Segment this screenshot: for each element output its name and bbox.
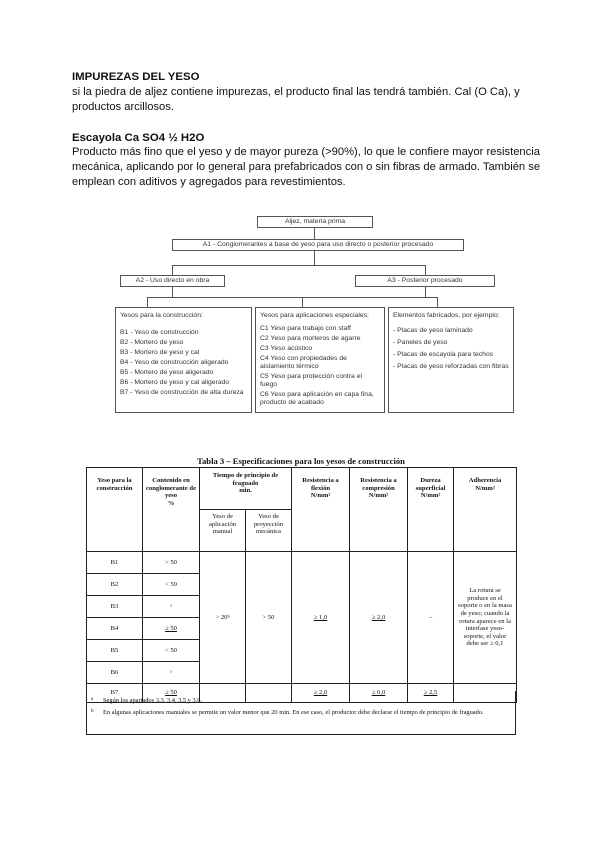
cell-contenido: > 50 [143,552,200,574]
list-item: - Placas de escayola para techos [393,351,494,358]
list-item: C3 Yeso acústico [260,345,313,352]
list-item: C1 Yeso para trabajo con staff [260,325,351,332]
cell-tipo: B5 [87,640,143,662]
diagram-a3-box: A3 - Posterior procesado [355,275,495,287]
specifications-table [86,467,517,703]
list-item: B4 - Yeso de construcción aligerado [120,359,229,366]
col-heading: Yesos para la construcción: [120,312,203,319]
header-compresion: Resistencia a compresión N/mm² [350,468,408,552]
list-item: B6 - Mortero de yeso y cal aligerado [120,379,230,386]
header-contenido: Contenido en conglomerante de yeso % [143,468,200,552]
section-title-escayola: Escayola Ca SO4 ½ H2O [72,132,205,144]
cell-contenido: ᵃ [143,662,200,684]
cell-dureza-merged: – [408,552,454,684]
table-note [91,697,511,705]
cell-contenido: < 50 [143,640,200,662]
diagram-a1-box: A1 - Conglomerantes a base de yeso para uso directo o posterior procesado [172,239,464,251]
note-text: Según los apartados 3.3, 3.4, 3.5 y 3.6. [103,697,203,704]
table-notes [86,691,516,735]
table-note [91,709,511,717]
diagram-col-fabricados [388,307,514,413]
cell-tipo: B2 [87,574,143,596]
diagram-root-box: Aljez, materia prima [257,216,373,228]
cell-compresion: ≥ 6,0 [350,684,408,703]
header-flexion: Resistencia a flexión N/mm² [292,468,350,552]
cell-mecanica-merged: > 50 [246,552,292,684]
diagram-col-especiales [255,307,385,413]
list-item: B1 - Yeso de construcción [120,329,199,336]
note-mark: a [91,697,94,702]
list-item: B5 - Mortero de yeso aligerado [120,369,214,376]
list-item: B2 - Mortero de yeso [120,339,184,346]
cell-contenido: ≥ 50 [143,684,200,703]
cell-adherencia-merged: La rotura se produce en el soporte o en la masa de yeso; cuando la rotura aparece en la interfase yeso-soporte, el valor debe ser ≥ 0,1 [454,552,517,684]
list-item: B7 - Yeso de construcción de alta dureza [120,389,244,396]
cell-dureza: ≥ 2,5 [408,684,454,703]
diagram-col-construccion [115,307,252,413]
header-tiempo: Tiempo de principio de fraguado min. [200,468,292,510]
list-item: C5 Yeso para protección contra el fuego [260,373,363,388]
list-item: C2 Yeso para morteros de agarre [260,335,361,342]
list-item: - Paneles de yeso [393,339,448,346]
cell-compresion-merged: ≥ 2,0 [350,552,408,684]
note-mark: b [91,709,94,714]
cell-tipo: B3 [87,596,143,618]
header-tipo: Yeso para la construcción [87,468,143,552]
section-body-escayola: Producto más fino que el yeso y de mayor pureza (>90%), lo que le confiere mayor resistencia mecánica, aplicando por lo general para prefabricados con o sin fibras de armado. También se emplean con aditivos y agregados para revestimientos. [72,146,541,189]
cell-manual-merged: > 20ᵇ [200,552,246,684]
list-item: C4 Yeso con propiedades de aislamiento térmico [260,355,347,370]
cell-contenido: ≥ 50 [143,618,200,640]
list-item: B3 - Mortero de yeso y cal [120,349,200,356]
cell-tipo: B7 [87,684,143,703]
cell-tipo: B4 [87,618,143,640]
cell-contenido: < 50 [143,574,200,596]
note-text: En algunas aplicaciones manuales se permite un valor menor que 20 min. En ese caso, el productor debe declarar el tiempo de principio de fraguado. [103,709,484,716]
diagram-a2-box: A2 - Uso directo en obra [120,275,225,287]
cell-tipo: B6 [87,662,143,684]
section-title-impurezas: IMPUREZAS DEL YESO [72,71,200,83]
list-item: C6 Yeso para aplicación en capa fina, producto de acabado [260,391,374,406]
header-tiempo-manual: Yeso de aplicación manual [200,510,246,552]
list-item: - Placas de yeso reforzadas con fibras [393,363,509,370]
list-item: - Placas de yeso laminado [393,327,473,334]
section-body-impurezas: si la piedra de aljez contiene impurezas, el producto final las tendrá también. Cal (O Ca), y productos arcillosos. [72,86,520,114]
col-heading: Elementos fabricados, por ejemplo: [393,312,500,319]
header-tiempo-mecanica: Yeso de proyección mecánica [246,510,292,552]
header-adherencia: Adherencia N/mm² [454,468,517,552]
table-title: Tabla 3 – Especificaciones para los yesos de construcción [197,456,405,466]
cell-contenido: ᵃ [143,596,200,618]
header-dureza: Dureza superficial N/mm² [408,468,454,552]
cell-flexion-merged: ≥ 1,0 [292,552,350,684]
col-heading: Yesos para aplicaciones especiales: [260,312,369,319]
classification-diagram [112,210,517,415]
cell-flexion: ≥ 2,0 [292,684,350,703]
cell-tipo: B1 [87,552,143,574]
